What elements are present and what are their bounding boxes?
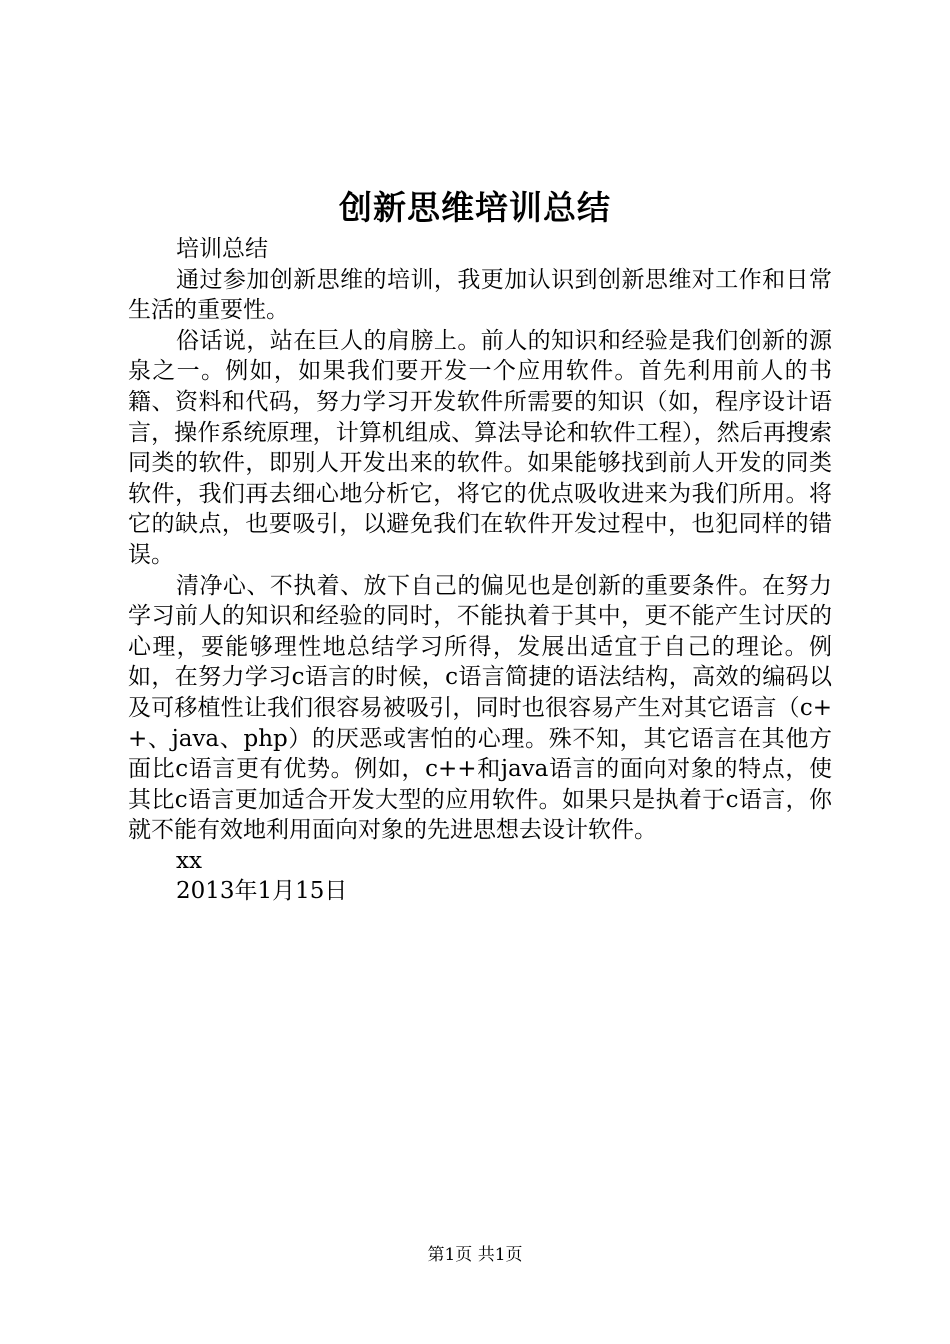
document-title: 创新思维培训总结 (339, 188, 611, 227)
signature: xx (176, 847, 202, 874)
date: 2013年1月15日 (176, 878, 348, 905)
document-body (128, 234, 832, 907)
subtitle: 培训总结 (176, 236, 268, 262)
paragraph-2: 俗话说，站在巨人的肩膀上。前人的知识和经验是我们创新的源泉之一。例如，如果我们要开发一个应用软件。首先利用前人的书籍、资料和代码，努力学习开发软件所需要的知识（如，程序设计语言，操作系统原理，计算机组成、算法导论和软件工程），然后再搜索同类的软件，即别人开发出来的软件。如果能够找到前人开发的同类软件，我们再去细心地分析它，将它的优点吸收进来为我们所用。将它的缺点，也要吸引，以避免我们在软件开发过程中，也犯同样的错误。 (128, 327, 832, 568)
paragraph-1: 通过参加创新思维的培训，我更加认识到创新思维对工作和日常生活的重要性。 (128, 266, 832, 324)
paragraph-3: 清净心、不执着、放下自己的偏见也是创新的重要条件。在努力学习前人的知识和经验的同时，不能执着于其中，更不能产生讨厌的心理，要能够理性地总结学习所得，发展出适宜于自己的理论。例如，在努力学习c语言的时候，c语言简捷的语法结构，高效的编码以及可移植性让我们很容易被吸引，同时也很容易产生对其它语言（c++、java、php）的厌恶或害怕的心理。殊不知，其它语言在其他方面比c语言更有优势。例如，c++和java语言的面向对象的特点，使其比c语言更加适合开发大型的应用软件。如果只是执着于c语言，你就不能有效地利用面向对象的先进思想去设计软件。 (128, 572, 832, 844)
page-footer: 第1页 共1页 (427, 1245, 523, 1265)
